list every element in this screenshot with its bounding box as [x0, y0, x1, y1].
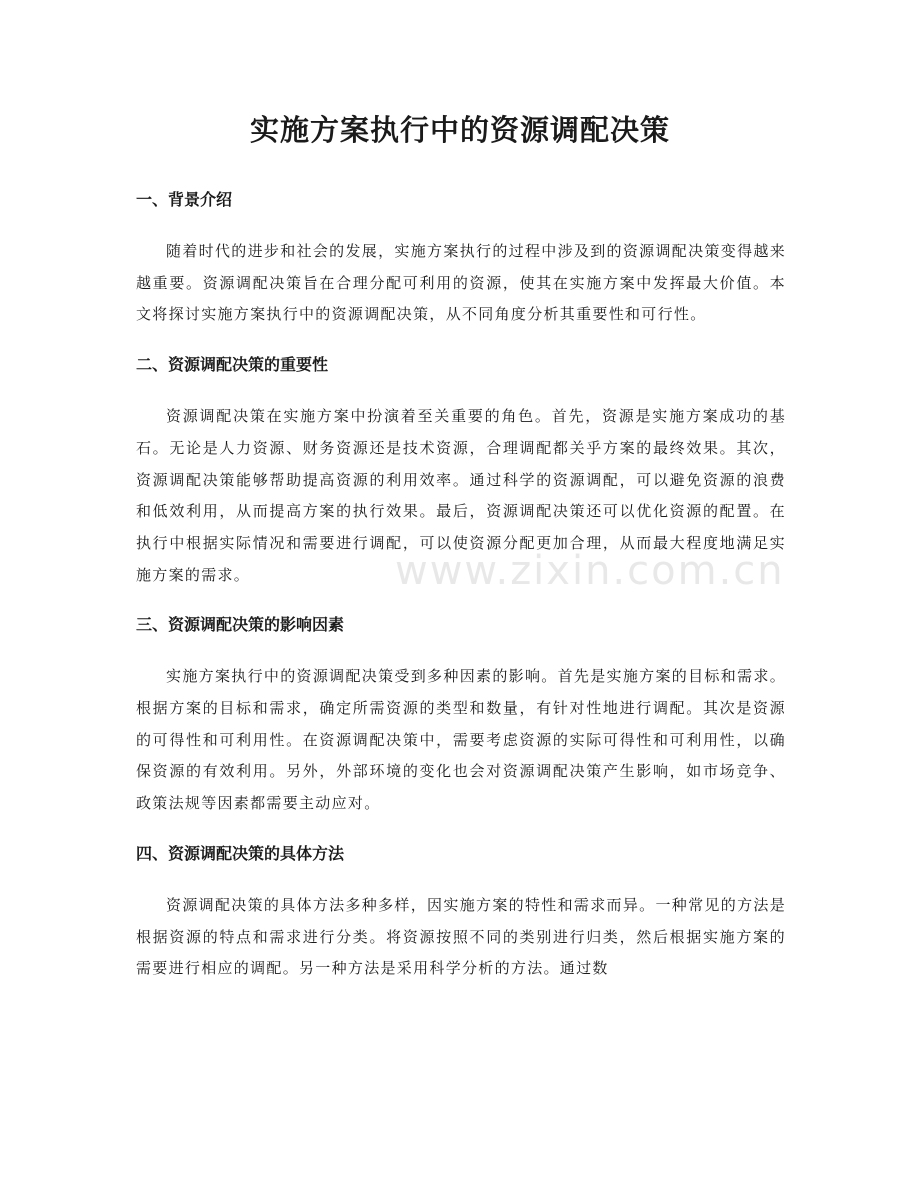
section-paragraph-factors: 实施方案执行中的资源调配决策受到多种因素的影响。首先是实施方案的目标和需求。根据方案的目标和需求，确定所需资源的类型和数量，有针对性地进行调配。其次是资源的可得性和可利用性。在资源调配决策中，需要考虑资源的实际可得性和可利用性，以确保资源的有效利用。另外，外部环境的变化也会对资源调配决策产生影响，如市场竞争、政策法规等因素都需要主动应对。	[136, 667, 786, 813]
document-title: 实施方案执行中的资源调配决策	[249, 113, 670, 147]
section-paragraph-background: 随着时代的进步和社会的发展，实施方案执行的过程中涉及到的资源调配决策变得越来越重要。资源调配决策旨在合理分配可利用的资源，使其在实施方案中发挥最大价值。本文将探讨实施方案执行中的资源调配决策，从不同角度分析其重要性和可行性。	[136, 242, 786, 324]
section-heading-importance: 二、资源调配决策的重要性	[136, 355, 329, 375]
section-heading-factors: 三、资源调配决策的影响因素	[136, 615, 345, 635]
section-heading-methods: 四、资源调配决策的具体方法	[136, 843, 345, 863]
section-paragraph-methods: 资源调配决策的具体方法多种多样，因实施方案的特性和需求而异。一种常见的方法是根据资源的特点和需求进行分类。将资源按照不同的类别进行归类，然后根据实施方案的需要进行相应的调配。另一种方法是采用科学分析的方法。通过数	[136, 895, 786, 978]
section-paragraph-importance: 资源调配决策在实施方案中扮演着至关重要的角色。首先，资源是实施方案成功的基石。无论是人力资源、财务资源还是技术资源，合理调配都关乎方案的最终效果。其次，资源调配决策能够帮助提高资源的利用效率。通过科学的资源调配，可以避免资源的浪费和低效利用，从而提高方案的执行效果。最后，资源调配决策还可以优化资源的配置。在执行中根据实际情况和需要进行调配，可以使资源分配更加合理，从而最大程度地满足实施方案的需求。	[136, 407, 786, 584]
watermark: www.zixin.com.cn	[395, 548, 785, 594]
section-heading-background: 一、背景介绍	[136, 190, 233, 209]
document-body	[136, 184, 786, 1003]
